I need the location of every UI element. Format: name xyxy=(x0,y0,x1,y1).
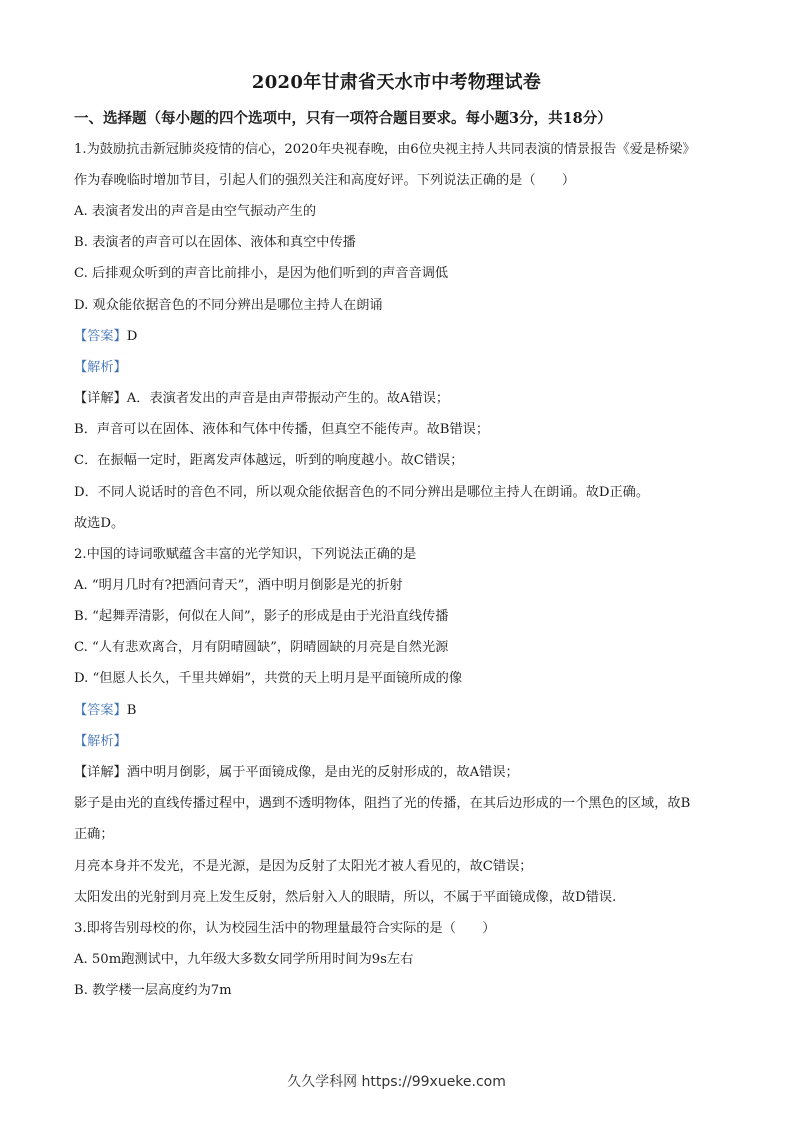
q2-option-c: C. “人有悲欢离合，月有阴晴圆缺”，阴晴圆缺的月亮是自然光源 xyxy=(74,640,449,655)
q2-detail-3: 月亮本身并不发光，不是光源，是因为反射了太阳光才被人看见的，故C错误； xyxy=(74,859,533,874)
q2-option-d: D. “但愿人长久，千里共婵娟”，共赏的天上明月是平面镜所成的像 xyxy=(74,671,463,686)
q2-analysis-tag: 【解析】 xyxy=(74,734,127,749)
q3-stem: 3.即将告别母校的你，认为校园生活中的物理量最符合实际的是（ ） xyxy=(74,921,496,936)
q1-detail-2: B．声音可以在固体、液体和气体中传播，但真空不能传声。故B错误； xyxy=(74,422,490,437)
q1-detail-4: D．不同人说话时的音色不同，所以观众能依据音色的不同分辨出是哪位主持人在朗诵。故D正确。 xyxy=(74,485,650,500)
q1-detail-5: 故选D。 xyxy=(74,516,125,531)
q1-option-b: B. 表演者的声音可以在固体、液体和真空中传播 xyxy=(74,235,356,250)
q2-answer xyxy=(74,702,724,720)
q2-detail-2a: 影子是由光的直线传播过程中，遇到不透明物体，阻挡了光的传播，在其后边形成的一个黑色的区域，故B xyxy=(74,796,691,811)
answer-tag: 【答案】 xyxy=(74,329,127,344)
q1-option-a: A. 表演者发出的声音是由空气振动产生的 xyxy=(74,204,317,219)
q3-option-b: B. 教学楼一层高度约为7m xyxy=(74,983,232,998)
q1-detail-3: C．在振幅一定时，距离发声体越远，听到的响度越小。故C错误； xyxy=(74,453,464,468)
q3-option-a: A. 50m跑测试中，九年级大多数女同学所用时间为9s左右 xyxy=(74,952,414,967)
answer-value: D xyxy=(126,329,138,344)
q1-stem-line1: 1.为鼓励抗击新冠肺炎疫情的信心，2020年央视春晚，由6位央视主持人共同表演的情景报告《爱是桥梁》 xyxy=(74,142,696,157)
page-title: 2020年甘肃省天水市中考物理试卷 xyxy=(251,72,542,93)
footer-watermark: 久久学科网 https://99xueke.com xyxy=(287,1074,506,1090)
q1-option-c: C. 后排观众听到的声音比前排小，是因为他们听到的声音音调低 xyxy=(74,266,449,281)
section-heading: 一、选择题（每小题的四个选项中，只有一项符合题目要求。每小题3分，共18分） xyxy=(74,110,612,127)
q2-detail-2b: 正确； xyxy=(74,827,114,842)
answer-value: B xyxy=(126,703,137,718)
q1-stem-line2: 作为春晚临时增加节目，引起人们的强烈关注和高度好评。下列说法正确的是（ ） xyxy=(74,173,576,188)
q2-option-a: A. “明月几时有?把酒问青天”，酒中明月倒影是光的折射 xyxy=(74,578,403,593)
q2-option-b: B. “起舞弄清影，何似在人间”，影子的形成是由于光沿直线传播 xyxy=(74,609,449,624)
q2-stem: 2.中国的诗词歌赋蕴含丰富的光学知识，下列说法正确的是 xyxy=(74,547,417,562)
q1-answer xyxy=(74,328,724,346)
q2-detail-4: 太阳发出的光射到月亮上发生反射，然后射入人的眼睛，所以，不属于平面镜成像，故D错误. xyxy=(74,890,617,905)
q1-detail-1: 【详解】A．表演者发出的声音是由声带振动产生的。故A错误； xyxy=(74,391,450,406)
answer-tag: 【答案】 xyxy=(74,703,127,718)
q2-detail-1: 【详解】酒中明月倒影，属于平面镜成像，是由光的反射形成的，故A错误； xyxy=(74,765,519,780)
q1-analysis-tag: 【解析】 xyxy=(74,360,127,375)
q1-option-d: D. 观众能依据音色的不同分辨出是哪位主持人在朗诵 xyxy=(74,298,383,313)
